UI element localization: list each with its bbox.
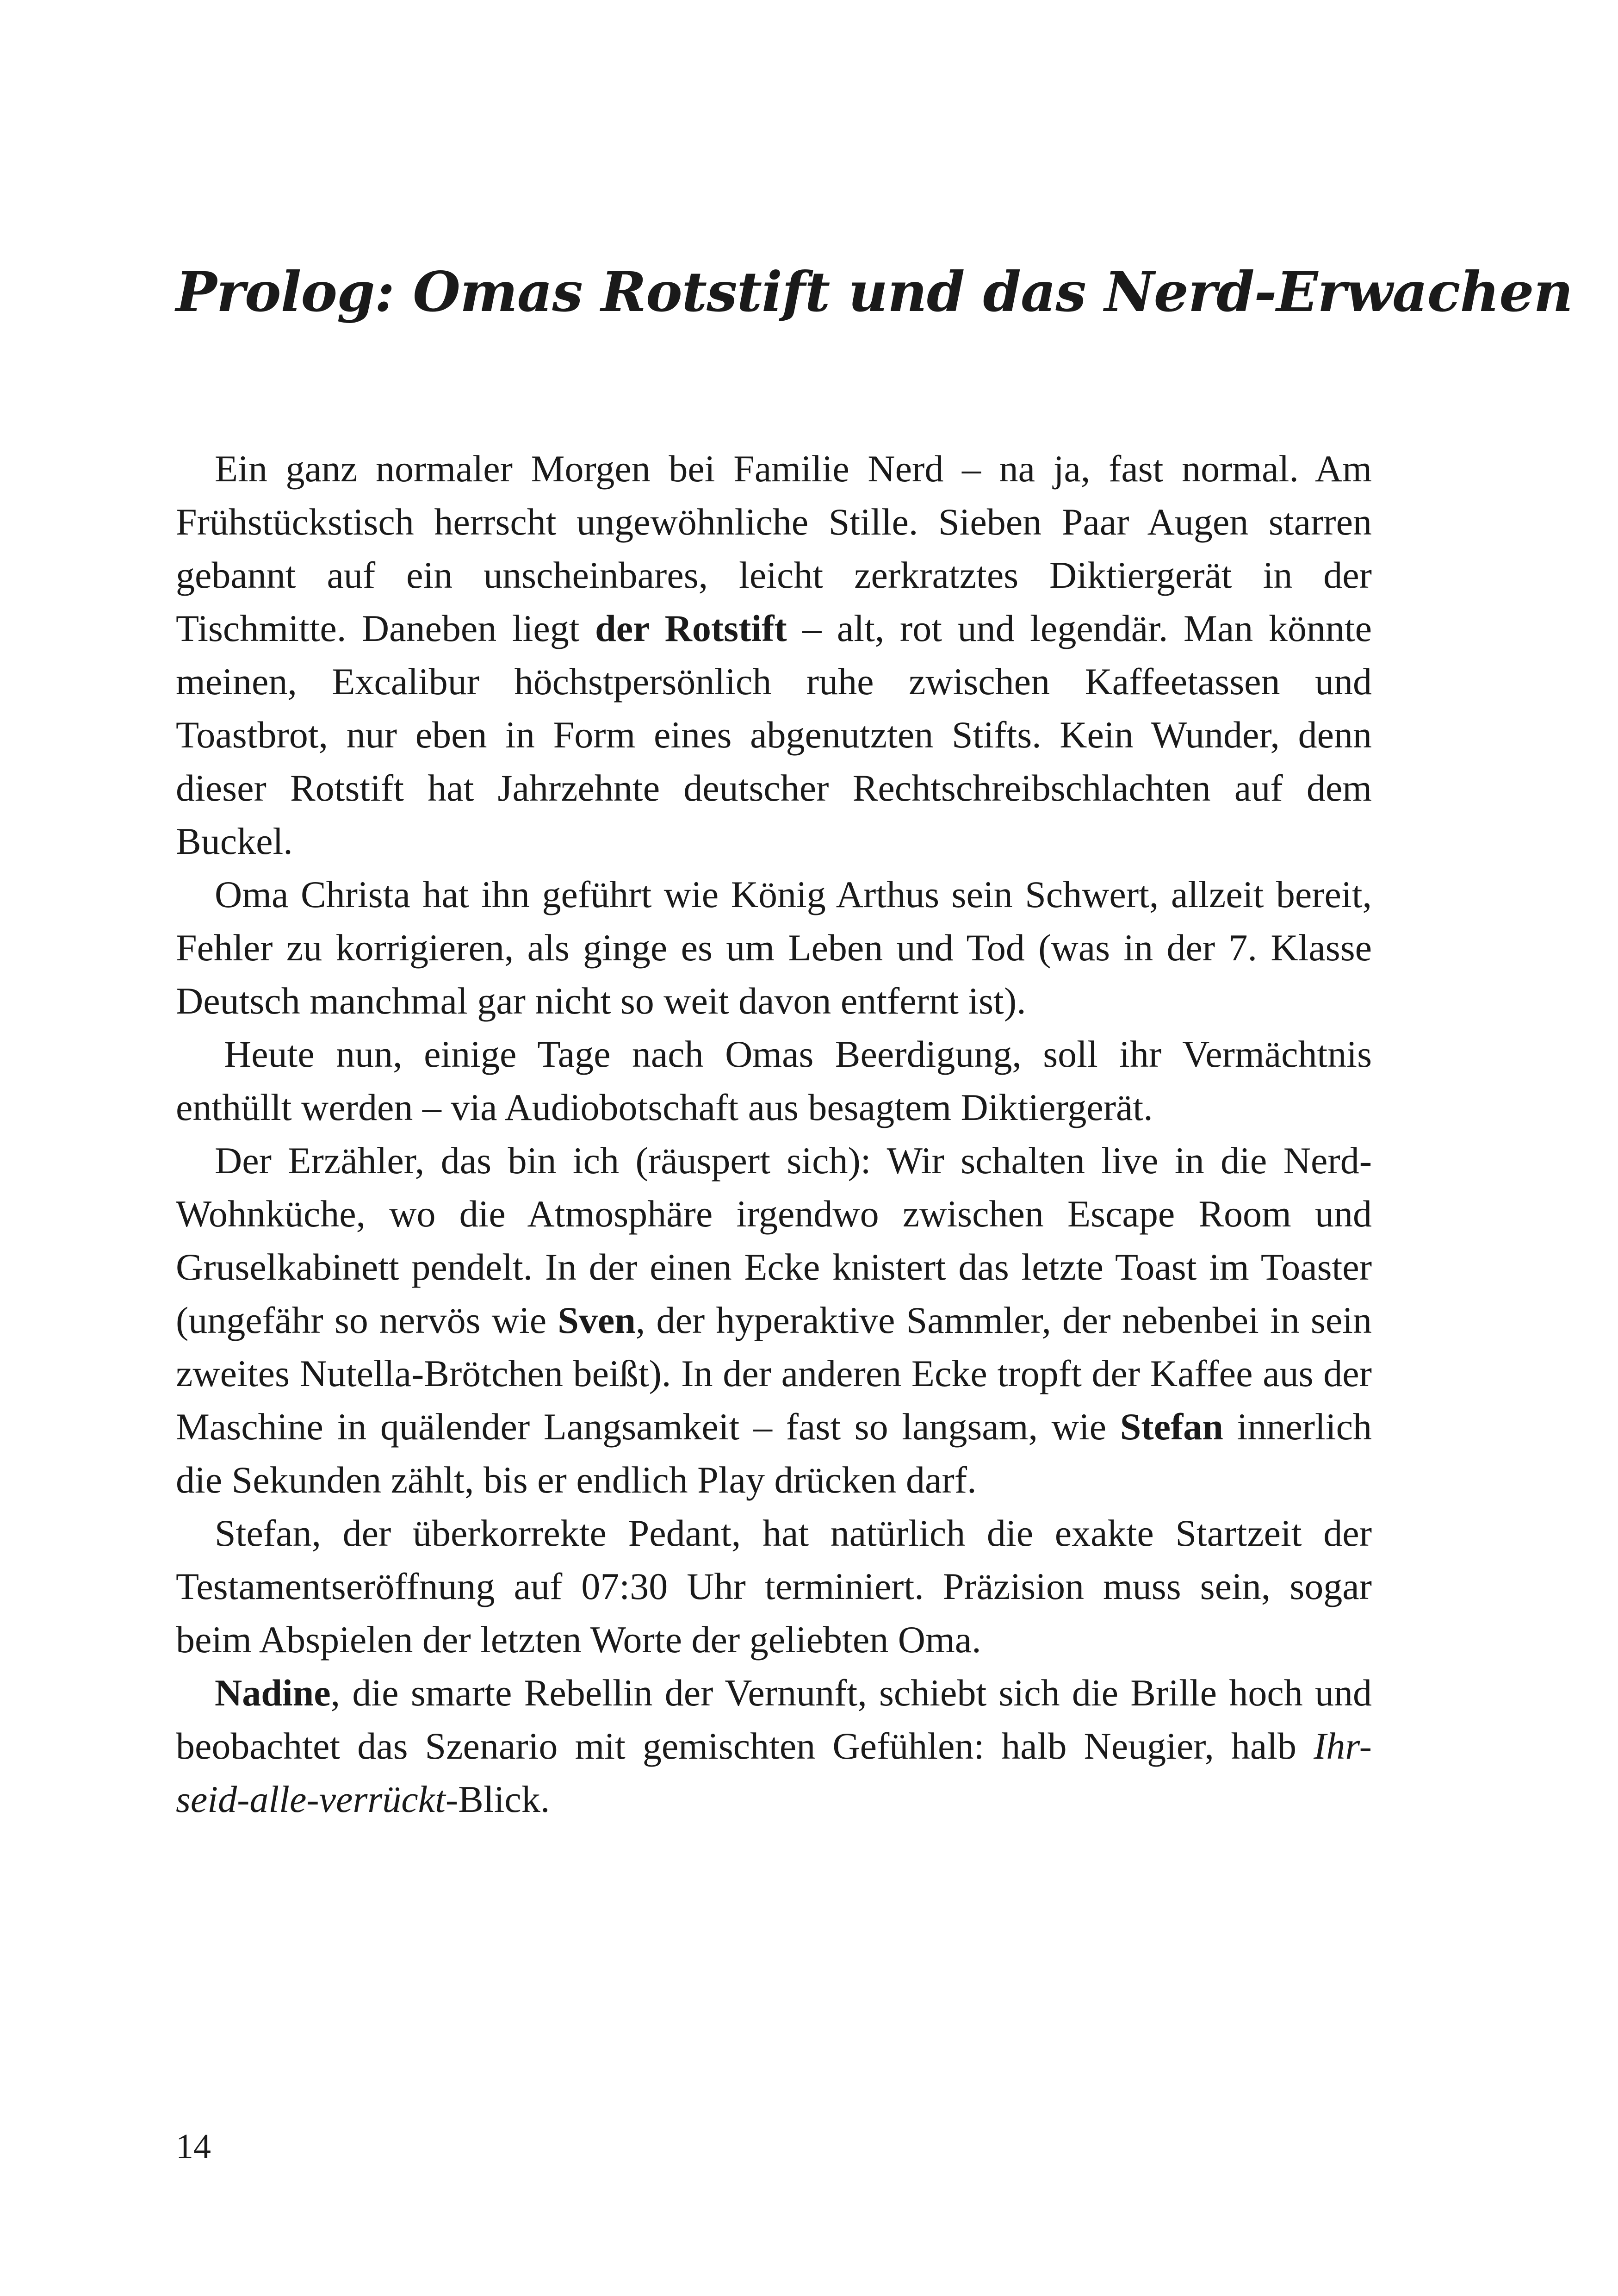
paragraph xyxy=(176,868,1372,1027)
paragraph-text: Stefan, der überkorrekte Pedant, hat natürlich die exakte Startzeit der Testamentseröffnung auf 07:30 Uhr terminiert. Präzision muss sein, sogar beim Abspielen der letzten Worte der geliebten Oma. xyxy=(176,1512,1372,1661)
body-text xyxy=(176,442,1372,1826)
paragraph-text: Oma Christa hat ihn geführt wie König Arthus sein Schwert, allzeit bereit, Fehler zu korrigieren, als ginge es um Leben und Tod (was in der 7. Klasse Deutsch manchmal gar nicht so weit davon entfernt ist). xyxy=(176,873,1372,1022)
bold-name: Nadine xyxy=(215,1672,331,1714)
bold-name: Sven xyxy=(558,1299,636,1341)
bold-name: Stefan xyxy=(1120,1406,1223,1448)
paragraph xyxy=(176,1134,1372,1506)
paragraph-text: , der hyperaktive Sammler, der nebenbei in sein zweites Nutella-Brötchen beißt). In der anderen Ecke tropft der Kaffee aus der Maschine in quälender Langsamkeit – fast so langsam, wie xyxy=(176,1299,1372,1448)
paragraph-text: -Blick. xyxy=(445,1778,550,1820)
paragraph-text: , die smarte Rebellin der Vernunft, schiebt sich die Brille hoch und beobachtet das Szenario mit gemischten Gefühlen: halb Neugier, halb xyxy=(176,1672,1372,1767)
paragraph xyxy=(176,442,1372,868)
paragraph xyxy=(176,1506,1372,1666)
paragraph-text: Der Erzähler, das bin ich (räuspert sich): Wir schalten live in die Nerd-Wohnküche, wo die Atmosphäre irgendwo zwischen Escape Room und Gruselkabinett pendelt. In der einen Ecke knistert das letzte Toast im Toaster (ungefähr so nervös wie xyxy=(176,1139,1372,1341)
paragraph-text: Heute nun, einige Tage nach Omas Beerdigung, soll ihr Vermächtnis enthüllt werden – via Audiobotschaft aus besagtem Diktiergerät. xyxy=(176,1033,1372,1128)
paragraph-text: – alt, rot und legendär. Man könnte meinen, Excalibur höchstpersönlich ruhe zwischen Kaffeetassen und Toastbrot, nur eben in Form eines abgenutzten Stifts. Kein Wunder, denn dieser Rotstift hat Jahrzehnte deutscher Rechtschreibschlachten auf dem Buckel. xyxy=(176,607,1372,862)
paragraph xyxy=(176,1027,1372,1134)
paragraph-text: innerlich die Sekunden zählt, bis er endlich Play drücken darf. xyxy=(176,1406,1372,1501)
page-number: 14 xyxy=(176,2127,211,2166)
paragraph-text: Ein ganz normaler Morgen bei Familie Nerd – na ja, fast normal. Am Frühstückstisch herrscht ungewöhnliche Stille. Sieben Paar Augen starren gebannt auf ein unscheinbares, leicht zerkratztes Diktiergerät in der Tischmitte. Daneben liegt xyxy=(176,448,1372,649)
chapter-title: Prolog: Omas Rotstift und das Nerd-Erwachen xyxy=(176,260,1573,324)
bold-term: der Rotstift xyxy=(595,607,787,649)
italic-phrase: Ihr-seid-alle-verrückt xyxy=(176,1725,1372,1820)
paragraph xyxy=(176,1666,1372,1826)
